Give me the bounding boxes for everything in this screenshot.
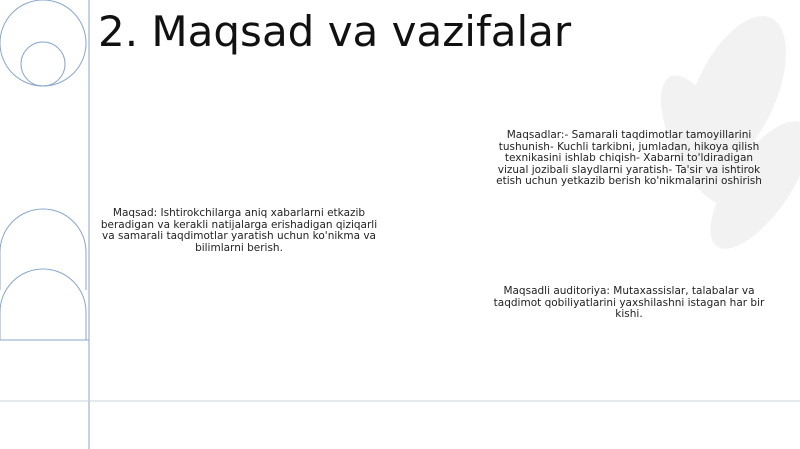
large-circle-shape [0,0,86,86]
goal-text: Maqsad: Ishtirokchilarga aniq xabarlarni etkazib beradigan va kerakli natijalarga erishadigan qiziqarli va samarali taqdimotlar yaratish uchun ko'nikma va bilimlarni berish. [100,207,378,254]
arch-shape-upper [0,209,86,290]
slide-title: 2. Maqsad va vazifalar [98,7,572,56]
objectives-text: Maqsadlar:- Samarali taqdimotlar tamoyillarini tushunish- Kuchli tarkibni, jumladan, hikoya qilish texnikasini ishlab chiqish- Xabarni to'ldiradigan vizual jozibali slaydlarni yaratish- Ta'sir va ishtirok etish uchun yetkazib berish ko'nikmalarini oshirish [496,129,762,187]
target-audience-text: Maqsadli auditoriya: Mutaxassislar, talabalar va taqdimot qobiliyatlarini yaxshilashni istagan har bir kishi. [493,285,765,320]
small-circle-shape [21,42,65,86]
arch-shape-lower [0,269,86,340]
